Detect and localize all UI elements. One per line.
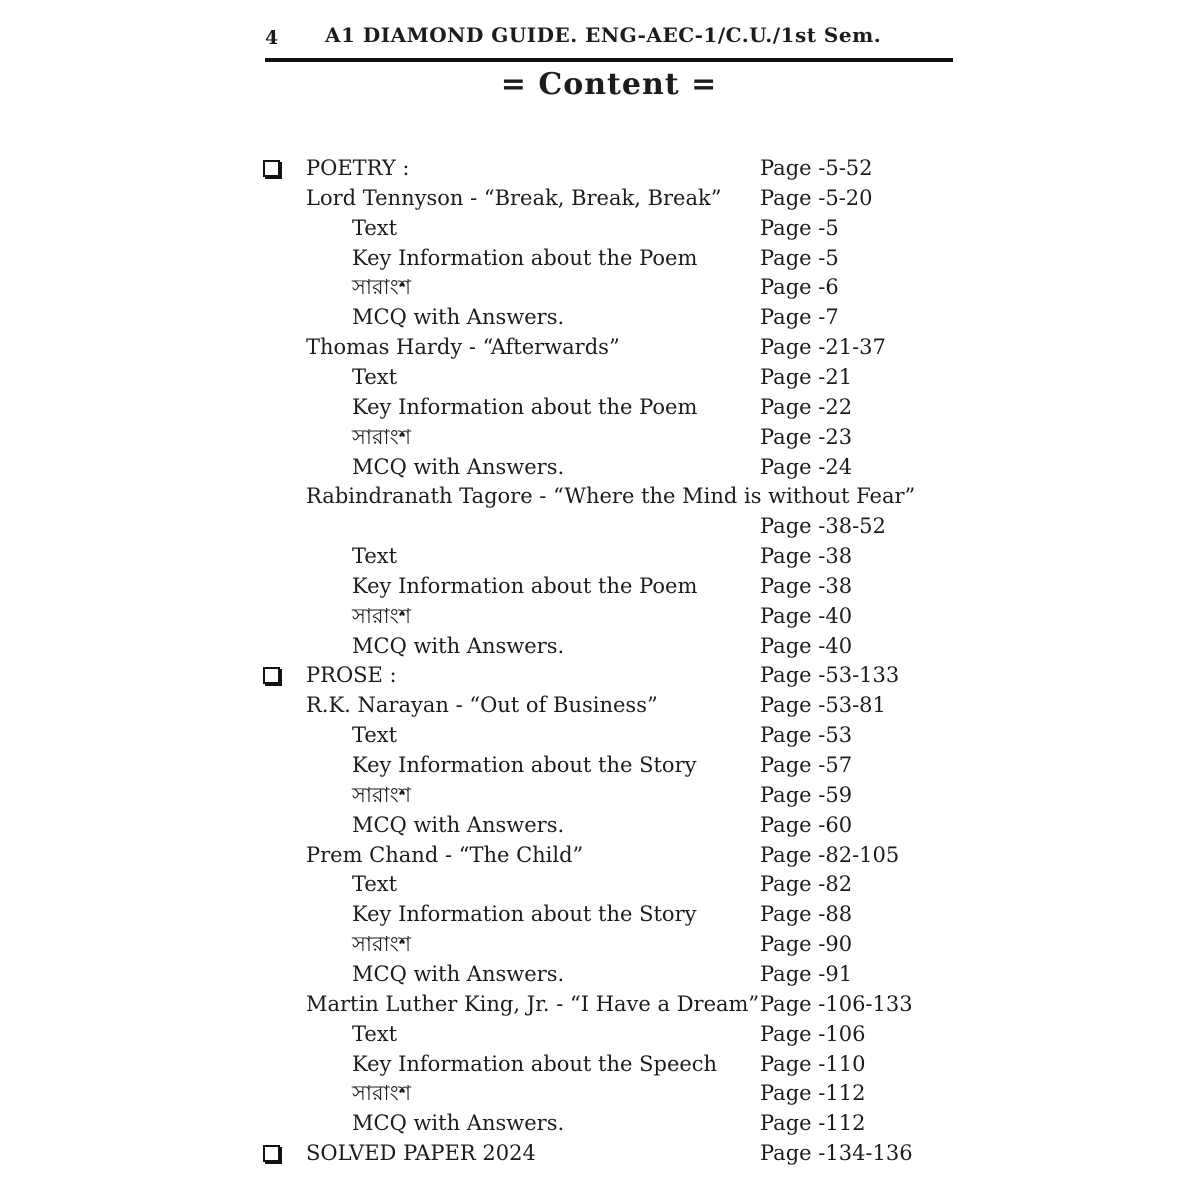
header-rule: [265, 58, 953, 62]
toc-entry-page: Page -53: [760, 723, 853, 748]
toc-entry-label: Key Information about the Poem: [352, 245, 698, 270]
toc-entry-page: Page -5-52: [760, 156, 873, 180]
toc-entry-page: Page -82-105: [760, 842, 900, 867]
toc-entry-label: MCQ with Answers.: [352, 961, 565, 986]
toc-entry-label: Rabindranath Tagore - “Where the Mind is without Fear”: [306, 484, 916, 509]
content-heading: = Content =: [500, 67, 718, 102]
toc-entry-page: Page -134-136: [760, 1141, 913, 1166]
toc-entry-label: সারাংশ: [352, 1081, 412, 1106]
toc-entry-page: Page -40: [760, 603, 853, 628]
toc-entry-label: Text: [352, 1021, 398, 1046]
toc-entry-label: Text: [352, 364, 398, 389]
toc-entry-page: Page -91: [760, 961, 853, 986]
toc-entry-label: Key Information about the Story: [352, 902, 697, 927]
toc-entry-label: Text: [352, 723, 398, 748]
toc-entry-label: Martin Luther King, Jr. - “I Have a Dream”: [306, 991, 760, 1016]
toc-entry-page: Page -5-20: [760, 185, 873, 210]
toc-entry-page: Page -112: [760, 1081, 866, 1106]
toc-entry-page: Page -82: [760, 872, 853, 897]
toc-entry-label: Key Information about the Poem: [352, 394, 698, 419]
toc-entry-label: সারাংশ: [352, 275, 412, 300]
toc-entry-label: SOLVED PAPER 2024: [306, 1141, 536, 1166]
toc-entry-page: Page -22: [760, 394, 853, 419]
toc-entry-label: MCQ with Answers.: [352, 305, 565, 330]
toc-entry-label: সারাংশ: [352, 782, 412, 807]
toc-entry-page: Page -5: [760, 215, 839, 240]
toc-entry-page: Page -90: [760, 932, 853, 957]
page-number: 4: [265, 27, 279, 49]
toc-entry-label: POETRY :: [306, 156, 410, 180]
toc-entry-label: R.K. Narayan - “Out of Business”: [306, 693, 658, 718]
toc-entry-page: Page -57: [760, 753, 853, 777]
toc-entry-label: Lord Tennyson - “Break, Break, Break”: [306, 185, 722, 210]
toc-entry-label: Key Information about the Story: [352, 753, 697, 777]
toc-entry-page: Page -106: [760, 1021, 866, 1046]
toc-entry-label: Key Information about the Poem: [352, 573, 698, 598]
toc-entry-label: Text: [352, 215, 398, 240]
toc-entry-page: Page -112: [760, 1111, 866, 1136]
toc-entry-page: Page -6: [760, 275, 839, 300]
toc-entry-label: Prem Chand - “The Child”: [306, 842, 584, 867]
toc-entry-label: MCQ with Answers.: [352, 454, 565, 479]
toc-entry-page: Page -21-37: [760, 335, 886, 360]
toc-entry-page: Page -106-133: [760, 991, 913, 1016]
checkbox-icon: [263, 160, 280, 177]
toc-entry-label: MCQ with Answers.: [352, 1111, 565, 1136]
toc-entry-page: Page -21: [760, 364, 853, 389]
toc-entry-page: Page -59: [760, 782, 853, 807]
toc-entry-page: Page -23: [760, 424, 853, 449]
toc-entry-page: Page -5: [760, 245, 839, 270]
toc-entry-label: সারাংশ: [352, 932, 412, 957]
toc-entry-label: সারাংশ: [352, 424, 412, 449]
toc-entry-page: Page -38: [760, 544, 853, 569]
page-header: [263, 22, 953, 54]
toc-entry-page: Page -110: [760, 1051, 866, 1076]
toc-entry-label: সারাংশ: [352, 603, 412, 628]
toc-entry-page: Page -24: [760, 454, 853, 479]
toc-entry-page: Page -53-133: [760, 663, 900, 688]
toc-entry-page: Page -60: [760, 812, 853, 837]
checkbox-icon: [263, 1145, 280, 1162]
toc-entry-label: Text: [352, 872, 398, 897]
toc-entry-label: MCQ with Answers.: [352, 633, 565, 658]
toc-entry-page: Page -88: [760, 902, 853, 927]
toc-entry-label: Thomas Hardy - “Afterwards”: [306, 335, 620, 360]
checkbox-icon: [263, 667, 280, 684]
running-title: A1 DIAMOND GUIDE. ENG-AEC-1/C.U./1st Sem.: [325, 23, 882, 47]
toc-entry-label: Text: [352, 544, 398, 569]
toc-entry-page: Page -38-52: [760, 514, 886, 539]
toc-entry-page: Page -53-81: [760, 693, 886, 718]
toc-entry-page: Page -7: [760, 305, 839, 330]
toc-entry-label: Key Information about the Speech: [352, 1051, 718, 1076]
toc-entry-label: MCQ with Answers.: [352, 812, 565, 837]
toc-entry-page: Page -40: [760, 633, 853, 658]
toc-entry-label: PROSE :: [306, 663, 397, 688]
toc-entry-page: Page -38: [760, 573, 853, 598]
